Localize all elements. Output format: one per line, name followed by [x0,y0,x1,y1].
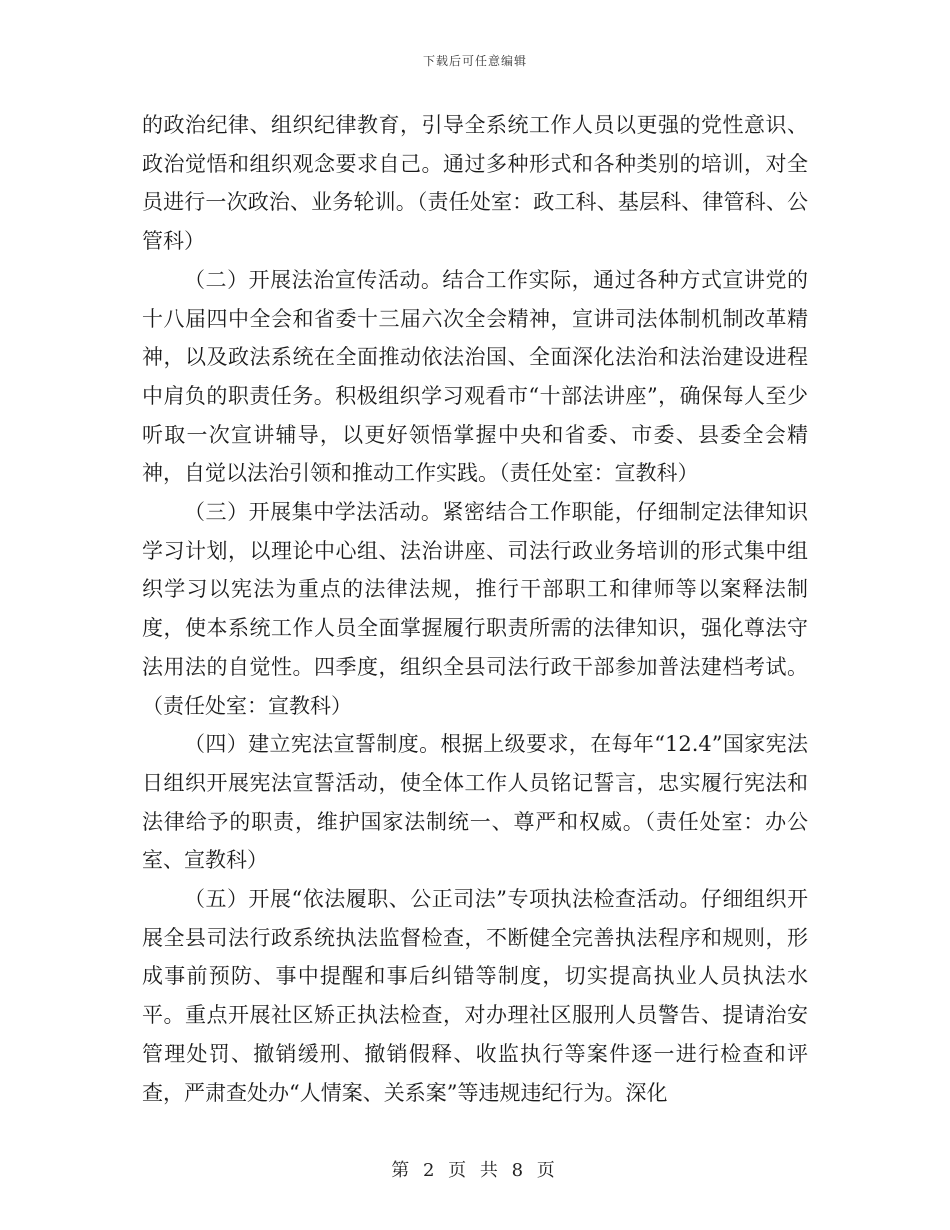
paragraph-section-3: （三）开展集中学法活动。紧密结合工作职能，仔细制定法律知识学习计划，以理论中心组、法治讲座、司法行政业务培训的形式集中组织学习以宪法为重点的法律法规，推行干部职工和律师等以案释法制度，使本系统工作人员全面掌握履行职责所需的法律知识，强化尊法守法用法的自觉性。四季度，组织全县司法行政干部参加普法建档考试。（责任处室：宣教科） [142,500,808,718]
document-body [142,106,808,1112]
page-header: 下载后可任意编辑 [422,54,527,68]
paragraph-continuation: 的政治纪律、组织纪律教育，引导全系统工作人员以更强的党性意识、政治觉悟和组织观念要求自己。通过多种形式和各种类别的培训，对全员进行一次政治、业务轮训。（责任处室：政工科、基层科、律管科、公管科） [142,113,808,254]
paragraph-section-5: （五）开展“依法履职、公正司法”专项执法检查活动。仔细组织开展全县司法行政系统执法监督检查，不断健全完善执法程序和规则，形成事前预防、事中提醒和事后纠错等制度，切实提高执业人员执法水平。重点开展社区矫正执法检查，对办理社区服刑人员警告、提请治安管理处罚、撤销缓刑、撤销假释、收监执行等案件逐一进行检查和评查，严肃查处办“人情案、关系案”等违规违纪行为。深化 [142,887,808,1105]
page-footer: 第 2 页 共 8 页 [391,1160,559,1181]
paragraph-section-2: （二）开展法治宣传活动。结合工作实际，通过各种方式宣讲党的十八届四中全会和省委十三届六次全会精神，宣讲司法体制机制改革精神，以及政法系统在全面推动依法治国、全面深化法治和法治建设进程中肩负的职责任务。积极组织学习观看市“十部法讲座”，确保每人至少听取一次宣讲辅导，以更好领悟掌握中央和省委、市委、县委全会精神，自觉以法治引领和推动工作实践。（责任处室：宣教科） [142,267,808,486]
paragraph-section-4: （四）建立宪法宣誓制度。根据上级要求，在每年“12.4”国家宪法日组织开展宪法宣誓活动，使全体工作人员铭记誓言，忠实履行宪法和法律给予的职责，维护国家法制统一、尊严和权威。（责任处室：办公室、宣教科） [142,732,808,873]
